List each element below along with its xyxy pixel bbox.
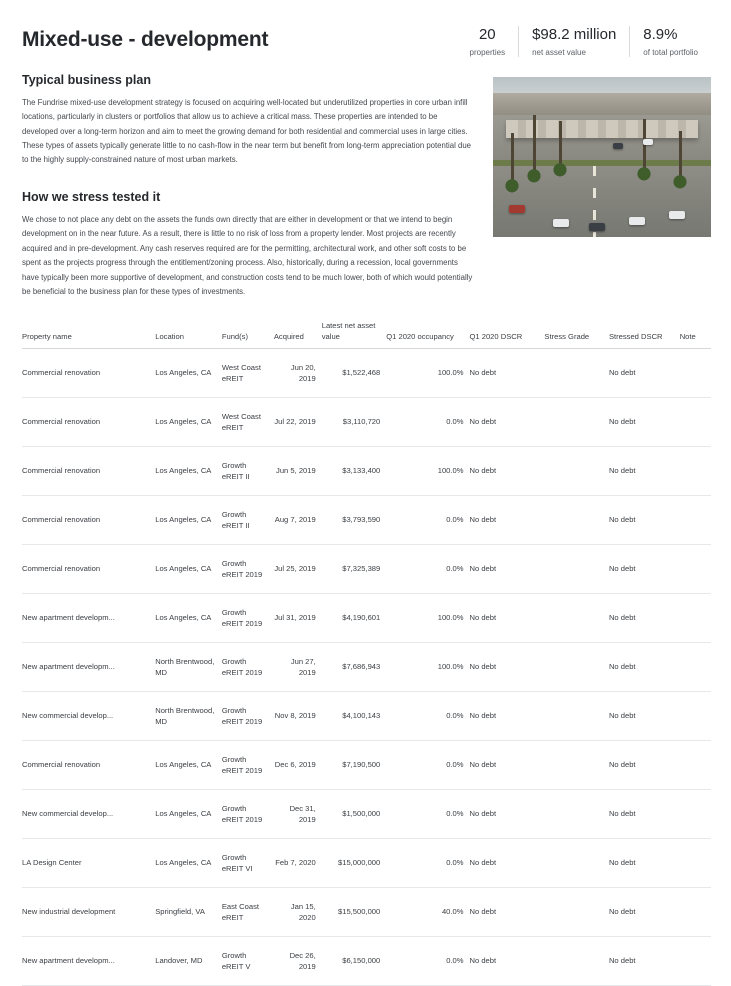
stat-portfolio-share-label: of total portfolio: [643, 47, 698, 57]
property-photo: [493, 77, 711, 237]
cell-occupancy: 0.0%: [386, 838, 469, 887]
cell-nav: $7,325,389: [322, 544, 387, 593]
page-title: Mixed-use - development: [22, 28, 269, 51]
cell-stressed-dscr: No debt: [609, 740, 680, 789]
car-icon: [643, 139, 653, 145]
properties-table: [22, 321, 711, 986]
cell-fund: East Coast eREIT: [222, 887, 274, 936]
cell-stressed-dscr: No debt: [609, 887, 680, 936]
cell-nav: $6,150,000: [322, 936, 387, 985]
cell-note: [680, 691, 711, 740]
cell-location: Los Angeles, CA: [155, 593, 222, 642]
table-row: [22, 593, 711, 642]
cell-acquired: Jul 25, 2019: [274, 544, 322, 593]
cell-stress-grade: [544, 495, 609, 544]
cell-stressed-dscr: No debt: [609, 936, 680, 985]
cell-fund: Growth eREIT 2019: [222, 544, 274, 593]
cell-fund: Growth eREIT 2019: [222, 691, 274, 740]
stat-nav-value: $98.2 million: [532, 26, 617, 43]
cell-dscr: No debt: [470, 593, 545, 642]
car-icon: [589, 223, 605, 231]
table-row: [22, 642, 711, 691]
cell-stress-grade: [544, 936, 609, 985]
cell-acquired: Jan 15, 2020: [274, 887, 322, 936]
cell-acquired: Jun 5, 2019: [274, 446, 322, 495]
cell-acquired: Feb 7, 2020: [274, 838, 322, 887]
cell-location: Los Angeles, CA: [155, 789, 222, 838]
cell-location: Los Angeles, CA: [155, 348, 222, 397]
stat-portfolio-share-value: 8.9%: [643, 26, 678, 43]
cell-occupancy: 100.0%: [386, 348, 469, 397]
cell-stressed-dscr: No debt: [609, 446, 680, 495]
table-row: [22, 887, 711, 936]
cell-stress-grade: [544, 544, 609, 593]
cell-stressed-dscr: No debt: [609, 397, 680, 446]
cell-nav: $1,500,000: [322, 789, 387, 838]
cell-stressed-dscr: No debt: [609, 789, 680, 838]
cell-nav: $15,500,000: [322, 887, 387, 936]
cell-fund: Growth eREIT 2019: [222, 642, 274, 691]
cell-fund: Growth eREIT 2019: [222, 740, 274, 789]
table-row: [22, 740, 711, 789]
cell-stressed-dscr: No debt: [609, 495, 680, 544]
cell-nav: $3,793,590: [322, 495, 387, 544]
table-row: [22, 446, 711, 495]
cell-occupancy: 0.0%: [386, 397, 469, 446]
cell-property-name: New apartment developm...: [22, 642, 155, 691]
cell-dscr: No debt: [470, 887, 545, 936]
cell-fund: Growth eREIT 2019: [222, 593, 274, 642]
cell-occupancy: 0.0%: [386, 789, 469, 838]
col-header-latest-nav[interactable]: Latest net asset value: [322, 321, 387, 348]
cell-property-name: Commercial renovation: [22, 544, 155, 593]
cell-dscr: No debt: [470, 544, 545, 593]
cell-nav: $4,100,143: [322, 691, 387, 740]
col-header-funds[interactable]: Fund(s): [222, 321, 274, 348]
cell-stressed-dscr: No debt: [609, 642, 680, 691]
cell-location: Los Angeles, CA: [155, 446, 222, 495]
cell-location: Los Angeles, CA: [155, 544, 222, 593]
col-header-note[interactable]: Note: [680, 321, 711, 348]
cell-dscr: No debt: [470, 936, 545, 985]
table-row: [22, 544, 711, 593]
cell-occupancy: 100.0%: [386, 446, 469, 495]
car-icon: [669, 211, 685, 219]
cell-acquired: Jul 22, 2019: [274, 397, 322, 446]
cell-occupancy: 100.0%: [386, 642, 469, 691]
cell-property-name: Commercial renovation: [22, 348, 155, 397]
cell-property-name: LA Design Center: [22, 838, 155, 887]
col-header-stressed-dscr[interactable]: Stressed DSCR: [609, 321, 680, 348]
stat-portfolio-share: [629, 26, 711, 57]
cell-occupancy: 100.0%: [386, 593, 469, 642]
cell-note: [680, 642, 711, 691]
cell-fund: Growth eREIT 2019: [222, 789, 274, 838]
cell-location: Los Angeles, CA: [155, 397, 222, 446]
cell-stressed-dscr: No debt: [609, 691, 680, 740]
cell-dscr: No debt: [470, 740, 545, 789]
car-icon: [629, 217, 645, 225]
cell-note: [680, 838, 711, 887]
col-header-acquired[interactable]: Acquired: [274, 321, 322, 348]
cell-property-name: New commercial develop...: [22, 789, 155, 838]
table-header: [22, 321, 711, 348]
cell-nav: $1,522,468: [322, 348, 387, 397]
cell-stressed-dscr: No debt: [609, 593, 680, 642]
cell-note: [680, 740, 711, 789]
section-title-business-plan: Typical business plan: [22, 72, 151, 87]
table-row: [22, 691, 711, 740]
cell-acquired: Jun 20, 2019: [274, 348, 322, 397]
cell-occupancy: 40.0%: [386, 887, 469, 936]
cell-acquired: Dec 26, 2019: [274, 936, 322, 985]
cell-note: [680, 348, 711, 397]
cell-location: Los Angeles, CA: [155, 495, 222, 544]
cell-occupancy: 0.0%: [386, 495, 469, 544]
text-column: [22, 73, 474, 300]
cell-fund: Growth eREIT VI: [222, 838, 274, 887]
cell-dscr: No debt: [470, 495, 545, 544]
cell-fund: Growth eREIT II: [222, 495, 274, 544]
cell-stress-grade: [544, 691, 609, 740]
cell-property-name: New apartment developm...: [22, 936, 155, 985]
stat-properties-label: properties: [469, 47, 506, 57]
cell-location: North Brentwood, MD: [155, 642, 222, 691]
cell-note: [680, 789, 711, 838]
cell-property-name: New apartment developm...: [22, 593, 155, 642]
page-header: [22, 22, 711, 57]
cell-note: [680, 446, 711, 495]
cell-nav: $3,133,400: [322, 446, 387, 495]
cell-location: Landover, MD: [155, 936, 222, 985]
cell-note: [680, 544, 711, 593]
cell-nav: $3,110,720: [322, 397, 387, 446]
cell-acquired: Dec 6, 2019: [274, 740, 322, 789]
properties-table-container: [22, 321, 711, 986]
table-row: [22, 397, 711, 446]
cell-stressed-dscr: No debt: [609, 348, 680, 397]
cell-acquired: Aug 7, 2019: [274, 495, 322, 544]
cell-property-name: Commercial renovation: [22, 740, 155, 789]
cell-acquired: Dec 31, 2019: [274, 789, 322, 838]
cell-stressed-dscr: No debt: [609, 544, 680, 593]
stat-properties-value: 20: [478, 26, 496, 43]
cell-fund: West Coast eREIT: [222, 348, 274, 397]
cell-property-name: Commercial renovation: [22, 446, 155, 495]
col-header-dscr[interactable]: Q1 2020 DSCR: [470, 321, 545, 348]
cell-stress-grade: [544, 397, 609, 446]
cell-stress-grade: [544, 838, 609, 887]
cell-note: [680, 593, 711, 642]
col-header-occupancy[interactable]: Q1 2020 occupancy: [386, 321, 469, 348]
stat-nav-label: net asset value: [532, 47, 586, 57]
cell-location: Los Angeles, CA: [155, 740, 222, 789]
stat-nav: [518, 26, 629, 57]
cell-note: [680, 936, 711, 985]
page-body: [22, 73, 711, 300]
cell-stress-grade: [544, 887, 609, 936]
cell-occupancy: 0.0%: [386, 740, 469, 789]
cell-dscr: No debt: [470, 397, 545, 446]
table-body: [22, 348, 711, 985]
col-header-property-name[interactable]: Property name: [22, 321, 155, 348]
cell-fund: Growth eREIT V: [222, 936, 274, 985]
cell-dscr: No debt: [470, 691, 545, 740]
cell-nav: $15,000,000: [322, 838, 387, 887]
cell-nav: $7,686,943: [322, 642, 387, 691]
cell-acquired: Jun 27, 2019: [274, 642, 322, 691]
cell-property-name: Commercial renovation: [22, 397, 155, 446]
cell-note: [680, 397, 711, 446]
table-row: [22, 838, 711, 887]
table-row: [22, 348, 711, 397]
table-row: [22, 495, 711, 544]
cell-nav: $7,190,500: [322, 740, 387, 789]
summary-stats: [457, 26, 712, 57]
section-body-business-plan: The Fundrise mixed-use development strategy is focused on acquiring well-located but underutilized properties in core urban infill locations, particularly in clusters or portfolios that allow us to achieve a critical mass. These properties are intended to be developed over a long-term horizon and aim to meet the growing demand for both residential and commercial uses in large cities. These types of assets typically generate little to no cash-flow in the near term but benefit from long-term appreciation potential due to the highly supply-constrained nature of most urban markets.: [22, 97, 471, 165]
cell-dscr: No debt: [470, 348, 545, 397]
cell-location: Springfield, VA: [155, 887, 222, 936]
table-header-row: [22, 321, 711, 348]
cell-dscr: No debt: [470, 642, 545, 691]
cell-fund: West Coast eREIT: [222, 397, 274, 446]
cell-stress-grade: [544, 789, 609, 838]
cell-location: North Brentwood, MD: [155, 691, 222, 740]
table-row: [22, 936, 711, 985]
cell-property-name: New commercial develop...: [22, 691, 155, 740]
stat-properties: [457, 26, 519, 57]
car-icon: [613, 143, 623, 149]
car-icon: [553, 219, 569, 227]
section-body-stress-test: We chose to not place any debt on the assets the funds own directly that are either in development or that we intend to begin development on in the near future. As a result, there is little to no risk of loss from a property lender. Most projects are recently acquired and in pre-development. Any cash reserves required are for the permitting, architectural work, and other soft costs to be spent as the projects progress through the entitlement/zoning process. Also, historically, during a recession, local governments have typically been more supportive of development, and construction costs tend to be much lower, both of which would potentially be beneficial to the business plan for these types of investments.: [22, 214, 473, 296]
cell-stress-grade: [544, 446, 609, 495]
cell-property-name: Commercial renovation: [22, 495, 155, 544]
cell-stress-grade: [544, 593, 609, 642]
col-header-location[interactable]: Location: [155, 321, 222, 348]
cell-acquired: Jul 31, 2019: [274, 593, 322, 642]
table-row: [22, 789, 711, 838]
cell-stressed-dscr: No debt: [609, 838, 680, 887]
cell-note: [680, 887, 711, 936]
cell-dscr: No debt: [470, 446, 545, 495]
cell-dscr: No debt: [470, 789, 545, 838]
cell-dscr: No debt: [470, 838, 545, 887]
cell-stress-grade: [544, 348, 609, 397]
cell-occupancy: 0.0%: [386, 691, 469, 740]
cell-fund: Growth eREIT II: [222, 446, 274, 495]
car-icon: [509, 205, 525, 213]
section-title-stress-test: How we stress tested it: [22, 189, 161, 204]
cell-location: Los Angeles, CA: [155, 838, 222, 887]
cell-occupancy: 0.0%: [386, 936, 469, 985]
col-header-stress-grade[interactable]: Stress Grade: [544, 321, 609, 348]
cell-acquired: Nov 8, 2019: [274, 691, 322, 740]
cell-note: [680, 495, 711, 544]
cell-stress-grade: [544, 740, 609, 789]
cell-property-name: New industrial development: [22, 887, 155, 936]
cell-stress-grade: [544, 642, 609, 691]
cell-nav: $4,190,601: [322, 593, 387, 642]
cell-occupancy: 0.0%: [386, 544, 469, 593]
